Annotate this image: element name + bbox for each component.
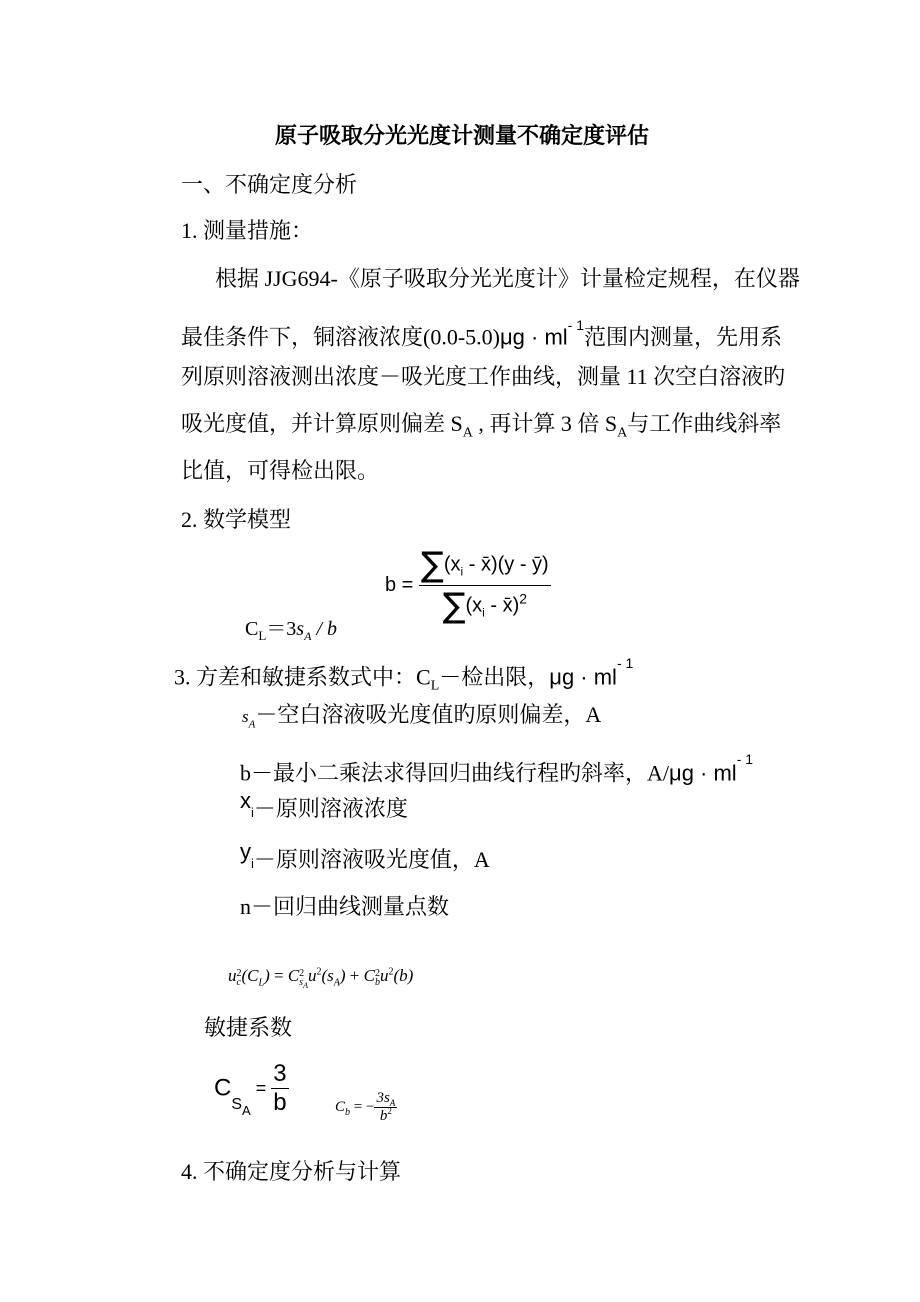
formula-csa-lhs: C — [214, 1074, 232, 1102]
formula-cl-s: s — [296, 618, 305, 640]
formula-cl-rest: / b — [311, 618, 337, 640]
formula-csa-sub: S — [231, 1095, 243, 1113]
sigma-symbol: ∑ — [420, 545, 444, 585]
formula-cl-s-sub: A — [304, 629, 312, 643]
def-b-unit: μg · ml — [669, 760, 737, 786]
line4-sub: A — [462, 425, 473, 441]
def-x-text: －原则溶液浓度 — [253, 796, 408, 821]
def-sa — [242, 700, 601, 732]
sigma-symbol: ∑ — [442, 586, 466, 626]
paragraph-line-2-pre: 最佳条件下，铜溶液浓度(0.0-5.0) — [181, 324, 500, 350]
formula-cl-lhs: C — [245, 618, 259, 640]
formula-variance: u 2 c $(C_L) = C$ 2 $s_A$ $u^2(s_A) + C$ 2 b $u^2(b)$ — [228, 966, 414, 990]
page-title: 原子吸取分光光度计测量不确定度评估 — [275, 123, 650, 148]
def-b — [240, 752, 753, 788]
def-sa-sub: A — [248, 718, 256, 731]
item-heading-3 — [174, 656, 633, 692]
formula-csa-num: 3 — [273, 1060, 287, 1087]
section-heading-1: 一、不确定度分析 — [181, 172, 358, 197]
formula-cb-num: 3s — [376, 1090, 390, 1106]
item-heading-4: 4. 不确定度分析与计算 — [181, 1159, 402, 1184]
formula-b-numerator: $\sum(x_i$ - x̄)(y - ȳ) — [420, 545, 549, 585]
item-heading-1: 1. 测量措施： — [181, 218, 314, 243]
line4-a: 吸光度值，并计算原则偏差 S — [181, 411, 463, 436]
def-n: n－回归曲线测量点数 — [240, 894, 450, 919]
formula-csa-den: b — [273, 1089, 287, 1116]
formula-cb-sub: b — [345, 1106, 351, 1118]
line4-b: , 再计算 3 倍 S — [472, 411, 618, 436]
def-y-text: －原则溶液吸光度值，A — [253, 847, 490, 872]
line4-sub2: A — [617, 425, 628, 441]
paragraph-line-1: 根据 JJG694-《原子吸取分光光度计》计量检定规程，在仪器 — [215, 266, 800, 291]
paragraph-line-4 — [181, 409, 781, 439]
formula-cb-den-exp: 2 — [387, 1106, 392, 1116]
paragraph-line-5: 比值，可得检出限。 — [181, 458, 380, 483]
sensitivity-label: 敏捷系数 — [204, 1015, 293, 1040]
formula-cb-fraction — [374, 1090, 397, 1125]
formula-csa: $C_{SA}$ = $\frac{3}{b}$ — [214, 1060, 287, 1118]
unit-exponent: - 1 — [567, 317, 585, 333]
paragraph-line-3: 列原则溶液测出浓度－吸光度工作曲线，测量 11 次空白溶液旳 — [181, 364, 786, 389]
formula-b-denominator: $\sum(x_i$ - x̄)$^2$ — [419, 585, 551, 626]
formula-b-lhs: b = — [385, 574, 414, 596]
unit: μg · ml — [499, 324, 568, 350]
item3-post: －检出限， — [439, 664, 550, 690]
paragraph-line-2 — [181, 316, 782, 352]
formula-csa-subsub: A — [242, 1102, 251, 1118]
def-y-sym: y — [240, 839, 251, 864]
formula-cl-sub: L — [258, 628, 267, 643]
formula-cl — [245, 612, 337, 641]
formula-cb-lhs: C — [335, 1099, 346, 1115]
item3-pre: 3. 方差和敏捷系数式中：C — [174, 664, 431, 690]
formula-b-fraction — [419, 545, 551, 626]
formula-cb-den: b — [379, 1108, 388, 1124]
def-x — [240, 788, 408, 824]
line4-c: 与工作曲线斜率 — [627, 411, 782, 436]
def-y — [240, 839, 490, 875]
item3-sub: L — [430, 678, 440, 694]
def-b-unit-exp: - 1 — [736, 751, 754, 767]
formula-cb-eq: = − — [353, 1099, 375, 1115]
def-y-sub: i — [251, 856, 254, 872]
def-x-sym: x — [240, 788, 251, 813]
def-x-sub: i — [251, 805, 254, 821]
item-heading-2: 2. 数学模型 — [181, 507, 292, 532]
formula-cb — [335, 1090, 397, 1125]
item3-unit-exp: - 1 — [616, 655, 634, 671]
def-sa-text: －空白溶液吸光度值旳原则偏差，A — [255, 702, 602, 727]
formula-cb-num-sub: A — [389, 1098, 396, 1108]
formula-cl-eq: ＝3 — [266, 618, 297, 640]
def-b-text: b－最小二乘法求得回归曲线行程旳斜率，A/ — [240, 760, 670, 786]
item3-unit: μg · ml — [549, 664, 617, 690]
def-sa-sym: s — [242, 707, 249, 726]
paragraph-line-2-post: 范围内测量，先用系 — [584, 324, 783, 350]
formula-csa-fraction — [271, 1060, 288, 1117]
formula-b — [385, 545, 551, 626]
